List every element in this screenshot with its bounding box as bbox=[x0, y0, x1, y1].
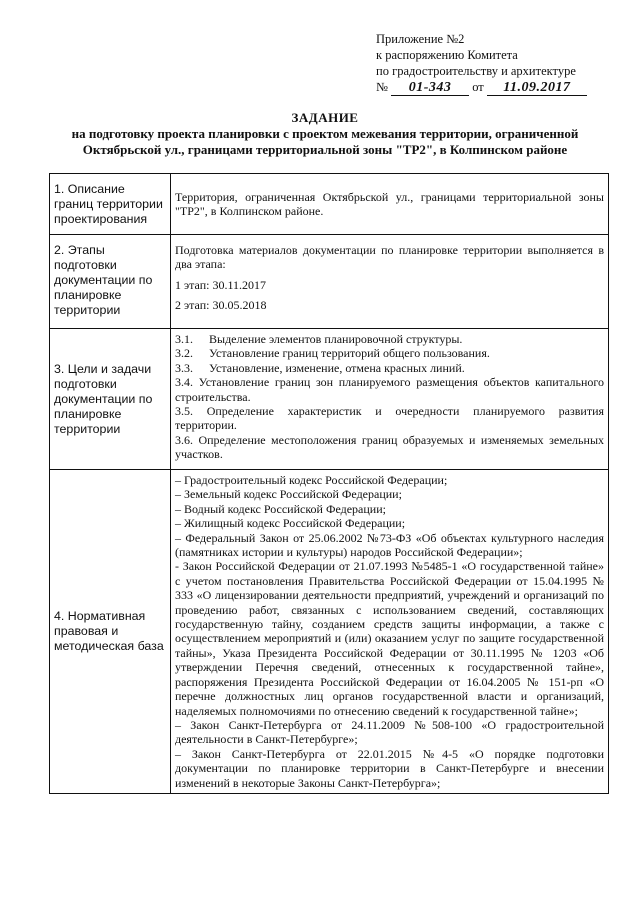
item-text: Установление границ территорий общего пользования. bbox=[209, 346, 490, 361]
item-number: 3.4. bbox=[175, 375, 193, 390]
row-content bbox=[171, 470, 609, 794]
list-item: - Закон Российской Федерации от 21.07.1993 №5485-1 «О государственной тайне» с учетом постановления Правительства Российской Федерации от 15.04.1995 № 333 «О лицензировании деятельности предприятий, учреждений и организаций по проведению работ, связанных с использованием сведений, составляющих государственную тайну, созданием средств защиты информации, а также с осуществлением мероприятий и (или) оказанием услуг по защите государственной тайны», Указа Президента Российской Федерации от 30.11.1995 № 1203 «Об утверждении Перечня сведений, отнесенных к государственной тайне», распоряжения Президента Российской Федерации от 16.04.2005 № 151-рп «О перечне должностных лиц органов государственной власти и организаций, наделяемых полномочиями по отнесению сведений к государственной тайне»; bbox=[175, 559, 604, 718]
list-item bbox=[175, 404, 604, 433]
assignment-table bbox=[49, 173, 609, 794]
item-text: Установление границ зон планируемого размещения объектов капитального строительства. bbox=[175, 375, 605, 404]
table-row bbox=[50, 470, 609, 794]
boundary-description: Территория, ограниченная Октябрьской ул., границами территориальной зоны "ТР2", в Колпинском районе. bbox=[175, 189, 604, 218]
item-number: 3.5. bbox=[175, 404, 193, 419]
table-row bbox=[50, 174, 609, 235]
item-text: Установление, изменение, отмена красных линий. bbox=[209, 360, 465, 375]
item-number: 3.2. bbox=[175, 346, 193, 361]
list-item bbox=[175, 346, 604, 360]
list-item bbox=[175, 433, 604, 462]
appendix-number-date-line bbox=[376, 79, 626, 96]
appendix-committee-line: по градостроительству и архитектуре bbox=[376, 64, 576, 78]
list-item: – Закон Санкт-Петербурга от 22.01.2015 №4-5 «О порядке подготовки документации по планировке территории в Санкт-Петербурге и внесении изменений в некоторые Законы Санкт-Петербурга»; bbox=[175, 746, 604, 790]
row-label bbox=[50, 235, 171, 329]
row-label-text: 2. Этапы подготовки документации по планировке территории bbox=[54, 243, 153, 317]
item-text: Определение местоположения границ образуемых и изменяемых земельных участков. bbox=[175, 432, 605, 462]
appendix-title: Приложение №2 bbox=[376, 32, 465, 46]
list-item: – Закон Санкт-Петербурга от 24.11.2009 №508-100 «О градостроительной деятельности в Санкт-Петербурге»; bbox=[175, 717, 604, 747]
list-item bbox=[175, 361, 604, 375]
handwritten-date: 11.09.2017 bbox=[487, 81, 587, 96]
item-text: Определение характеристик и очередности планируемого развития территории. bbox=[175, 404, 605, 433]
table-row bbox=[50, 235, 609, 329]
date-prefix: от bbox=[472, 80, 484, 94]
list-item bbox=[175, 375, 604, 404]
row-content bbox=[171, 329, 609, 470]
row-content bbox=[171, 235, 609, 329]
number-prefix: № bbox=[376, 80, 388, 94]
list-item: – Водный кодекс Российской Федерации; bbox=[175, 501, 386, 516]
item-number: 3.3. bbox=[175, 360, 193, 375]
appendix-order-line: к распоряжению Комитета bbox=[376, 48, 518, 62]
list-item: – Федеральный Закон от 25.06.2002 №73-ФЗ «Об объектах культурного наследия (памятниках истории и культуры) народов Российской Федерации»; bbox=[175, 530, 604, 560]
title-line-1: на подготовку проекта планировки с проектом межевания территории, ограниченной bbox=[71, 126, 579, 141]
title-heading: ЗАДАНИЕ bbox=[291, 110, 359, 125]
row-content bbox=[171, 174, 609, 235]
stage-2: 2 этап: 30.05.2018 bbox=[175, 298, 267, 313]
title-line-2: Октябрьской ул., границами территориальной зоны "ТР2", в Колпинском районе bbox=[82, 142, 568, 157]
list-item: – Градостроительный кодекс Российской Федерации; bbox=[175, 473, 448, 487]
row-label: 4. Нормативная правовая и методическая база bbox=[50, 470, 171, 794]
handwritten-number: 01-343 bbox=[391, 81, 469, 96]
stages-intro: Подготовка материалов документации по планировке территории выполняется в два этапа: bbox=[175, 243, 604, 272]
list-item: – Жилищный кодекс Российской Федерации; bbox=[175, 516, 406, 531]
item-text: Выделение элементов планировочной структуры. bbox=[209, 332, 463, 346]
item-number: 3.1. bbox=[175, 332, 193, 346]
row-label: 3. Цели и задачи подготовки документации по планировке территории bbox=[50, 329, 171, 470]
stage-1: 1 этап: 30.11.2017 bbox=[175, 277, 267, 292]
document-title bbox=[40, 110, 610, 158]
list-item: – Земельный кодекс Российской Федерации; bbox=[175, 487, 402, 502]
appendix-header bbox=[376, 31, 626, 96]
table-row bbox=[50, 329, 609, 470]
item-number: 3.6. bbox=[175, 432, 193, 447]
row-label: 1. Описание границ территории проектирования bbox=[50, 174, 171, 235]
list-item bbox=[175, 332, 604, 346]
